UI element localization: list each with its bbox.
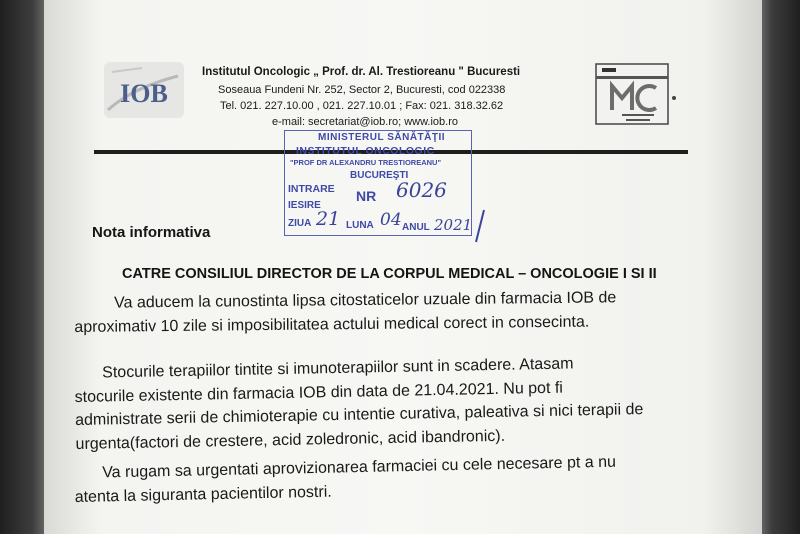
paragraph-1 bbox=[74, 285, 754, 339]
paragraph-line: atenta la siguranta pacientilor nostri. bbox=[74, 483, 332, 506]
stamp-ministry: MINISTERUL SĂNĂTĂŢII bbox=[318, 132, 446, 143]
stamp-anul-value: 2021 bbox=[434, 216, 473, 234]
iob-logo bbox=[102, 58, 186, 122]
paragraph-3 bbox=[74, 448, 755, 509]
stamp-nr-label: NR bbox=[356, 188, 377, 204]
institute-name: Institutul Oncologic „ Prof. dr. Al. Trestioreanu " Bucuresti bbox=[202, 66, 521, 78]
stamp-institute: INSTITUTUL ONCOLOGIC bbox=[296, 145, 435, 157]
stamp-luna-label: LUNA bbox=[346, 220, 374, 231]
stamp-handwritten-stroke bbox=[470, 206, 490, 246]
paragraph-line: administrate serii de chimioterapie cu intentie curativa, paleativa si nici terapii de bbox=[74, 401, 644, 429]
document-heading: Nota informativa bbox=[92, 224, 211, 241]
document-page bbox=[44, 0, 762, 534]
logo-text: IOB bbox=[120, 79, 168, 108]
institute-address: Soseaua Fundeni Nr. 252, Sector 2, Bucuresti, cod 022338 bbox=[218, 84, 506, 96]
paragraph-line: urgenta(factori de crestere, acid zoledronic, acid ibandronic). bbox=[75, 427, 506, 453]
stamp-institute-full-name: "PROF DR ALEXANDRU TRESTIOREANU" bbox=[290, 158, 442, 167]
paragraph-line: aproximativ 10 zile si imposibilitatea actului medical corect in consecinta. bbox=[74, 313, 590, 336]
paragraph-line: Va aducem la cunostinta lipsa citostaticelor uzuale din farmacia IOB de bbox=[114, 289, 617, 312]
background-left-edge bbox=[0, 0, 46, 534]
paragraph-line: stocurile existente din farmacia IOB din data de 21.04.2021. Nu pot fi bbox=[74, 379, 564, 406]
stamp-city: BUCUREŞTI bbox=[350, 170, 409, 181]
background-right-edge bbox=[760, 0, 800, 534]
institute-email-web: e-mail: secretariat@iob.ro; www.iob.ro bbox=[272, 116, 459, 128]
quality-certificate-logo bbox=[592, 58, 686, 132]
institute-phone-fax: Tel. 021. 227.10.00 , 021. 227.10.01 ; Fax: 021. 318.32.62 bbox=[220, 100, 504, 112]
paragraph-2 bbox=[74, 349, 756, 456]
stamp-iesire-label: IESIRE bbox=[288, 200, 321, 211]
document-title: CATRE CONSILIUL DIRECTOR DE LA CORPUL MEDICAL – ONCOLOGIE I SI II bbox=[122, 266, 657, 282]
paragraph-line: Stocurile terapiilor tintite si imunoterapiilor sunt in scadere. Atasam bbox=[102, 355, 574, 382]
paragraph-line: Va rugam sa urgentati aprovizionarea farmaciei cu cele necesare pt a nu bbox=[102, 453, 617, 482]
stamp-ziua-label: ZIUA bbox=[288, 218, 312, 229]
stamp-ziua-value: 21 bbox=[316, 208, 341, 230]
registration-stamp bbox=[284, 128, 484, 244]
stamp-nr-value: 6026 bbox=[396, 178, 447, 202]
stamp-anul-label: ANUL bbox=[402, 222, 430, 233]
stamp-luna-value: 04 bbox=[380, 210, 402, 230]
stamp-intrare-label: INTRARE bbox=[288, 183, 335, 195]
